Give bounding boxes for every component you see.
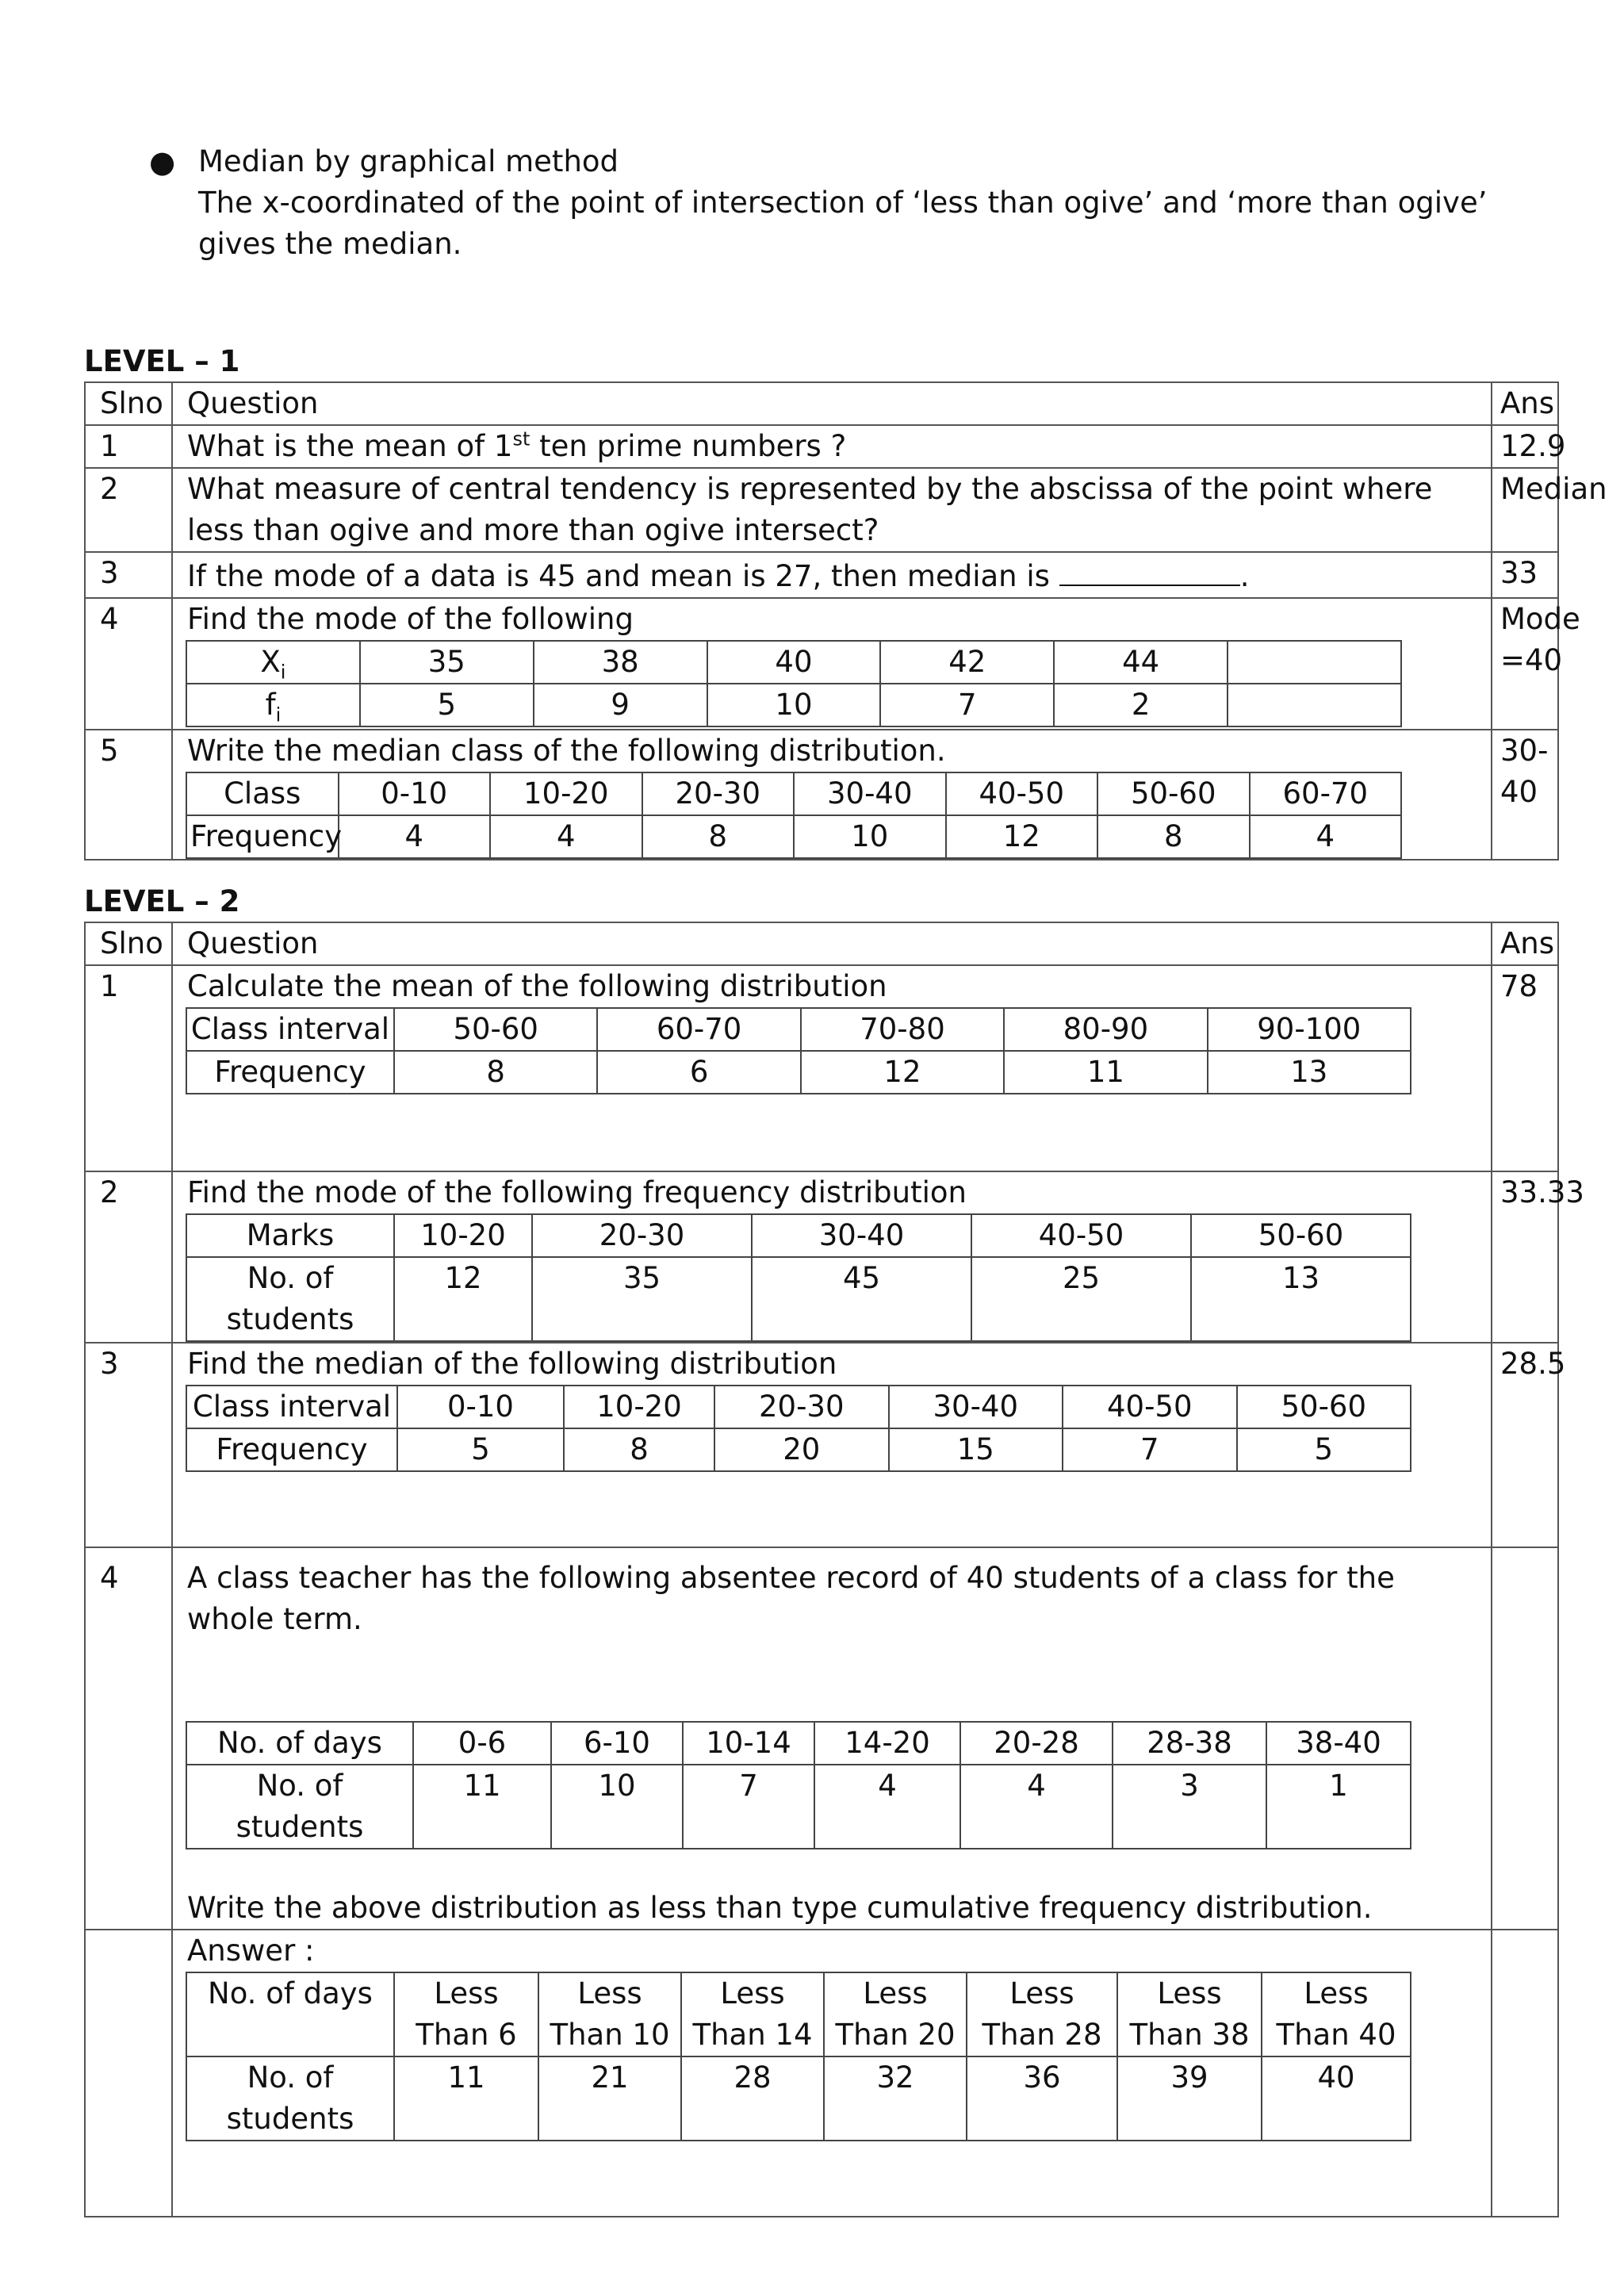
question-cell <box>172 730 1492 860</box>
table-cell: 30-40 <box>752 1214 971 1257</box>
table-cell: 38 <box>534 641 707 684</box>
students-row <box>186 1765 1411 1849</box>
table-cell: 21 <box>538 2056 681 2141</box>
answer-line: Mode <box>1500 602 1580 636</box>
question-text: Calculate the mean of the following distribution <box>187 969 887 1003</box>
table-cell: 45 <box>752 1257 971 1341</box>
frequency-row <box>186 1428 1411 1471</box>
data-table <box>186 640 1402 727</box>
table-cell: 20 <box>714 1428 889 1471</box>
superscript: st <box>512 427 530 450</box>
table-cell: 10-20 <box>564 1386 714 1428</box>
question-cell <box>172 598 1492 730</box>
table-cell: 8 <box>642 815 795 858</box>
question-cell <box>172 552 1492 598</box>
table-row <box>85 1547 1558 1930</box>
slno-cell: 1 <box>85 965 172 1171</box>
table-cell: 20-30 <box>642 772 795 815</box>
question-text: If the mode of a data is 45 and mean is 27, then median is <box>187 559 1059 593</box>
table-cell: 10 <box>794 815 946 858</box>
answer-cell: 30-40 <box>1492 730 1558 860</box>
table-cell: 11 <box>394 2056 538 2141</box>
class-interval-row <box>186 1008 1411 1051</box>
answer-cell: 78 <box>1492 965 1558 1171</box>
question-text: Find the median of the following distribution <box>187 1347 837 1381</box>
table-cell: 14-20 <box>814 1722 960 1765</box>
table-cell: 30-40 <box>889 1386 1063 1428</box>
row-label: Class interval <box>186 1386 397 1428</box>
table-row <box>85 1930 1558 2217</box>
table-cell: 28 <box>681 2056 824 2141</box>
table-cell: 3 <box>1113 1765 1266 1849</box>
table-cell: 80-90 <box>1004 1008 1207 1051</box>
row-label: No. of days <box>186 1972 394 2056</box>
table-cell: Less Than 14 <box>681 1972 824 2056</box>
table-header-row <box>85 922 1558 965</box>
bullet-title: Median by graphical method <box>198 144 619 178</box>
answer-content-cell <box>172 1930 1492 2217</box>
table-cell: 4 <box>339 815 491 858</box>
answer-cell <box>1492 1930 1558 2217</box>
row-label: $f_i$ <box>186 684 360 726</box>
table-cell: 40 <box>707 641 881 684</box>
slno-header: Slno <box>85 382 172 425</box>
table-cell: 12 <box>394 1257 532 1341</box>
table-cell: 13 <box>1191 1257 1411 1341</box>
table-cell: 8 <box>564 1428 714 1471</box>
table-cell: 0-10 <box>339 772 491 815</box>
slno-cell: 2 <box>85 468 172 552</box>
data-table <box>186 1385 1411 1472</box>
table-row <box>85 552 1558 598</box>
table-header-row <box>85 382 1558 425</box>
question-text: Find the mode of the following frequency distribution <box>187 1175 967 1209</box>
slno-cell: 5 <box>85 730 172 860</box>
table-cell: Less Than 6 <box>394 1972 538 2056</box>
row-label: Marks <box>186 1214 394 1257</box>
table-cell: 0-10 <box>397 1386 564 1428</box>
table-cell: 10-20 <box>490 772 642 815</box>
question-cell <box>172 1547 1492 1930</box>
table-cell: 7 <box>880 684 1054 726</box>
table-cell: 70-80 <box>801 1008 1004 1051</box>
table-cell: 30-40 <box>794 772 946 815</box>
table-cell: 12 <box>801 1051 1004 1094</box>
row-label: Frequency <box>186 1428 397 1471</box>
table-cell: 4 <box>490 815 642 858</box>
table-cell: 6-10 <box>551 1722 683 1765</box>
table-cell: 10-20 <box>394 1214 532 1257</box>
table-cell: 40-50 <box>946 772 1098 815</box>
question-cell <box>172 1343 1492 1547</box>
table-cell <box>1228 684 1401 726</box>
row-label: No. of students <box>186 2056 394 2141</box>
table-cell: Less Than 10 <box>538 1972 681 2056</box>
answer-label: Answer : <box>187 1934 315 1968</box>
intro-section <box>149 141 1529 265</box>
row-label: Frequency <box>186 815 339 858</box>
x-row <box>186 641 1401 684</box>
data-table <box>186 1721 1411 1849</box>
table-cell: 40 <box>1262 2056 1411 2141</box>
data-table <box>186 772 1402 859</box>
table-cell: 5 <box>360 684 534 726</box>
question-cell <box>172 425 1492 468</box>
row-label: No. of students <box>186 1765 413 1849</box>
table-cell: 20-30 <box>714 1386 889 1428</box>
row-label: Class interval <box>186 1008 394 1051</box>
answer-cell <box>1492 1547 1558 1930</box>
table-cell: 13 <box>1208 1051 1411 1094</box>
level-1-table <box>84 381 1607 861</box>
question-text: . <box>1239 559 1250 593</box>
students-row <box>186 1257 1411 1341</box>
ans-header: Ans <box>1492 382 1558 425</box>
table-cell: 20-30 <box>532 1214 752 1257</box>
table-cell: 38-40 <box>1266 1722 1411 1765</box>
table-cell: 8 <box>1097 815 1250 858</box>
bullet-text: The x-coordinated of the point of intersection of ‘less than ogive’ and ‘more than ogive’ gives the median. <box>198 186 1488 261</box>
table-cell: 7 <box>683 1765 814 1849</box>
table-cell: 60-70 <box>1250 772 1402 815</box>
table-cell: 10 <box>551 1765 683 1849</box>
instruction-text: Write the above distribution as less than type cumulative frequency distribution. <box>187 1891 1373 1925</box>
row-label: No. of students <box>186 1257 394 1341</box>
table-row <box>85 468 1558 552</box>
table-cell: 60-70 <box>597 1008 800 1051</box>
table-cell: 36 <box>967 2056 1117 2141</box>
ans-header: Ans <box>1492 922 1558 965</box>
table-cell: 11 <box>413 1765 551 1849</box>
table-cell <box>1228 641 1401 684</box>
level-2-title: LEVEL – 2 <box>84 884 240 918</box>
table-cell: 5 <box>397 1428 564 1471</box>
table-cell: 35 <box>532 1257 752 1341</box>
slno-header: Slno <box>85 922 172 965</box>
question-text: ten prime numbers ? <box>530 429 847 463</box>
table-cell: 50-60 <box>1191 1214 1411 1257</box>
table-cell: 15 <box>889 1428 1063 1471</box>
question-text: Find the mode of the following <box>187 602 634 636</box>
slno-cell <box>85 1930 172 2217</box>
table-cell: 28-38 <box>1113 1722 1266 1765</box>
row-label: $X_i$ <box>186 641 360 684</box>
table-cell: 2 <box>1054 684 1228 726</box>
level-2-table <box>84 922 1584 2217</box>
data-table <box>186 1007 1411 1094</box>
table-row <box>85 730 1558 860</box>
frequency-row <box>186 815 1401 858</box>
table-cell: 12 <box>946 815 1098 858</box>
table-cell: 0-6 <box>413 1722 551 1765</box>
table-cell: 50-60 <box>1097 772 1250 815</box>
table-cell: 11 <box>1004 1051 1207 1094</box>
table-cell: Less Than 40 <box>1262 1972 1411 2056</box>
table-cell: 50-60 <box>1237 1386 1411 1428</box>
table-row <box>85 965 1558 1171</box>
table-cell: 9 <box>534 684 707 726</box>
data-table <box>186 1213 1411 1342</box>
table-cell: 8 <box>394 1051 597 1094</box>
class-row <box>186 772 1401 815</box>
table-cell: 44 <box>1054 641 1228 684</box>
bullet-icon: ● <box>149 144 176 179</box>
question-cell <box>172 1171 1492 1343</box>
table-row <box>85 1343 1558 1547</box>
answer-cell: 28.5 <box>1492 1343 1558 1547</box>
answer-cell: 33 <box>1492 552 1558 598</box>
table-cell: 42 <box>880 641 1054 684</box>
table-cell: 39 <box>1117 2056 1262 2141</box>
table-cell: 10-14 <box>683 1722 814 1765</box>
table-cell: 40-50 <box>1063 1386 1237 1428</box>
answer-cell: 12.9 <box>1492 425 1558 468</box>
slno-cell: 3 <box>85 552 172 598</box>
class-interval-row <box>186 1386 1411 1428</box>
table-cell: Less Than 38 <box>1117 1972 1262 2056</box>
table-cell: 90-100 <box>1208 1008 1411 1051</box>
table-cell: 32 <box>824 2056 967 2141</box>
days-row <box>186 1722 1411 1765</box>
table-cell: 40-50 <box>971 1214 1191 1257</box>
question-cell <box>172 965 1492 1171</box>
slno-cell: 3 <box>85 1343 172 1547</box>
table-cell: 25 <box>971 1257 1191 1341</box>
answer-cell: Median <box>1492 468 1558 552</box>
table-cell: 4 <box>1250 815 1402 858</box>
table-row <box>85 1171 1558 1343</box>
table-cell: 10 <box>707 684 881 726</box>
students-row <box>186 2056 1411 2141</box>
answer-blank <box>1059 553 1240 586</box>
days-row <box>186 1972 1411 2056</box>
row-label: No. of days <box>186 1722 413 1765</box>
f-row <box>186 684 1401 726</box>
table-cell: Less Than 28 <box>967 1972 1117 2056</box>
table-cell: 35 <box>360 641 534 684</box>
row-label: Class <box>186 772 339 815</box>
table-cell: 4 <box>814 1765 960 1849</box>
level-1-title: LEVEL – 1 <box>84 344 240 378</box>
table-cell: 20-28 <box>960 1722 1113 1765</box>
marks-row <box>186 1214 1411 1257</box>
table-cell: Less Than 20 <box>824 1972 967 2056</box>
slno-cell: 1 <box>85 425 172 468</box>
answer-table <box>186 1972 1411 2141</box>
question-text: Write the median class of the following distribution. <box>187 734 946 768</box>
slno-cell: 4 <box>85 1547 172 1930</box>
question-text: What is the mean of 1 <box>187 429 513 463</box>
question-header: Question <box>172 922 1492 965</box>
row-label: Frequency <box>186 1051 394 1094</box>
table-row <box>85 598 1558 730</box>
table-cell: 5 <box>1237 1428 1411 1471</box>
table-cell: 50-60 <box>394 1008 597 1051</box>
table-cell: 6 <box>597 1051 800 1094</box>
frequency-row <box>186 1051 1411 1094</box>
table-row <box>85 425 1558 468</box>
question-text: A class teacher has the following absentee record of 40 students of a class for the whole term. <box>187 1561 1395 1636</box>
slno-cell: 2 <box>85 1171 172 1343</box>
answer-cell <box>1492 598 1580 730</box>
table-cell: 4 <box>960 1765 1113 1849</box>
table-cell: 7 <box>1063 1428 1237 1471</box>
table-cell: 1 <box>1266 1765 1411 1849</box>
answer-cell: 33.33 <box>1492 1171 1558 1343</box>
question-cell: What measure of central tendency is represented by the abscissa of the point where less than ogive and more than ogive intersect? <box>172 468 1492 552</box>
question-header: Question <box>172 382 1492 425</box>
slno-cell: 4 <box>85 598 172 730</box>
answer-line: =40 <box>1500 643 1563 677</box>
